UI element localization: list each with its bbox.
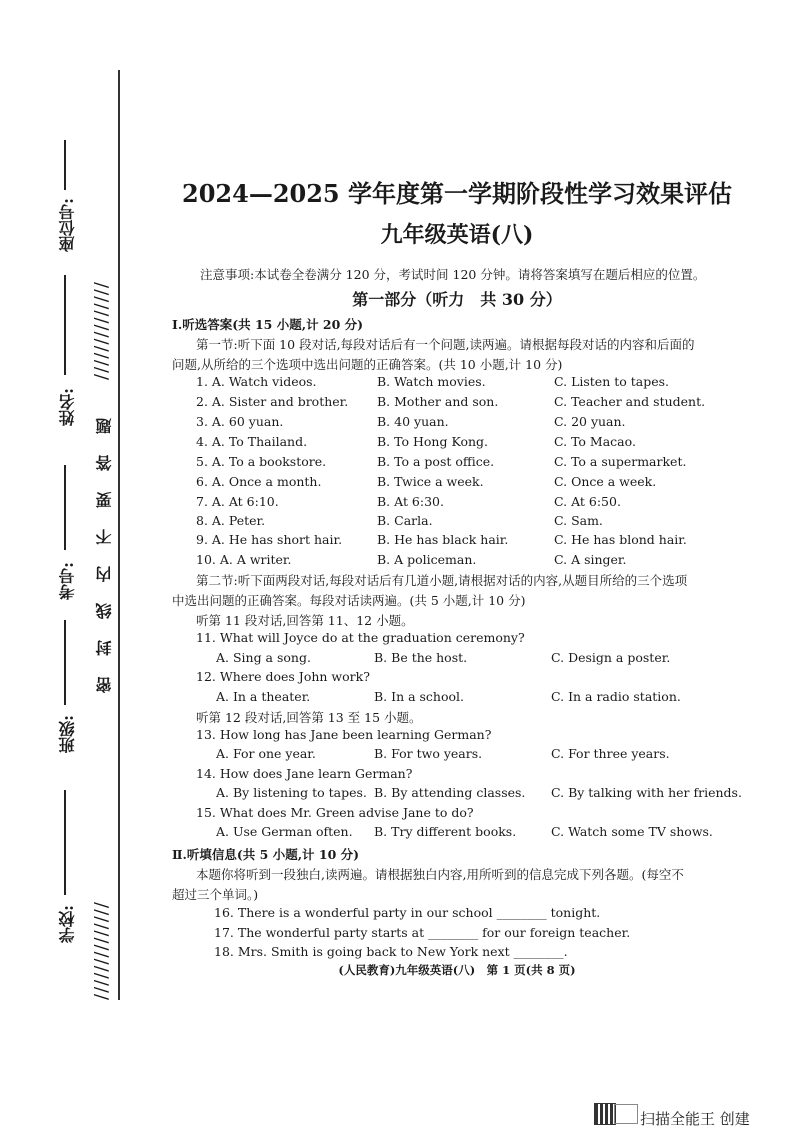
- option-b: B. 40 yuan.: [377, 414, 449, 429]
- option-c: C. At 6:50.: [554, 494, 621, 509]
- option-c: C. Teacher and student.: [554, 394, 706, 409]
- page-footer: (人民教育)九年级英语(八) 第 1 页(共 8 页): [338, 963, 576, 977]
- exam-title: 2024—2025 学年度第一学期阶段性学习效果评估: [182, 179, 732, 208]
- q13-option-b: B. For two years.: [374, 746, 483, 761]
- option-a: 10. A. A writer.: [196, 552, 292, 567]
- option-c: C. A singer.: [554, 552, 627, 567]
- option-c: C. Sam.: [554, 513, 603, 528]
- class-label: 班级:: [58, 715, 77, 753]
- q15-option-a: A. Use German often.: [216, 824, 353, 839]
- school-line: [64, 790, 66, 895]
- notice: 注意事项:本试卷全卷满分 120 分，考试时间 120 分钟。请将答案填写在题后相应的位置。: [200, 267, 706, 282]
- option-b: B. He has black hair.: [377, 532, 509, 547]
- exam-no-label: 考号:: [58, 562, 77, 600]
- dialog-12-note: 听第 12 段对话,回答第 13 至 15 小题。: [196, 710, 422, 725]
- qr-code-icon: [594, 1103, 616, 1125]
- q15-stem: 15. What does Mr. Green advise Jane to do?: [196, 805, 474, 820]
- class-line: [64, 620, 66, 705]
- scanner-logo-icon: [614, 1104, 638, 1124]
- option-a: 3. A. 60 yuan.: [196, 414, 284, 429]
- seal-char-7: 封: [95, 640, 114, 656]
- option-c: C. Listen to tapes.: [554, 374, 670, 389]
- seal-char-8: 密: [95, 677, 114, 693]
- option-b: B. A policeman.: [377, 552, 477, 567]
- q11-option-b: B. Be the host.: [374, 650, 468, 665]
- option-c: C. He has blond hair.: [554, 532, 687, 547]
- seal-char-5: 内: [95, 566, 114, 582]
- option-a: 2. A. Sister and brother.: [196, 394, 349, 409]
- exam-subtitle: 九年级英语(八): [380, 222, 534, 248]
- dialog-11-note: 听第 11 段对话,回答第 11、12 小题。: [196, 613, 414, 628]
- name-label: 姓名:: [58, 388, 77, 426]
- option-a: 1. A. Watch videos.: [196, 374, 317, 389]
- seal-slashes-bottom: //////////////: [91, 901, 112, 1000]
- option-a: 5. A. To a bookstore.: [196, 454, 327, 469]
- q14-stem: 14. How does Jane learn German?: [196, 766, 413, 781]
- part2-intro-2: 中选出问题的正确答案。每段对话读两遍。(共 5 小题,计 10 分): [172, 593, 526, 608]
- q12-option-c: C. In a radio station.: [551, 689, 681, 704]
- option-a: 9. A. He has short hair.: [196, 532, 343, 547]
- option-a: 4. A. To Thailand.: [196, 434, 308, 449]
- part2-intro-1: 第二节:听下面两段对话,每段对话后有几道小题,请根据对话的内容,从题目所给的三个选项: [196, 573, 688, 588]
- option-b: B. To Hong Kong.: [377, 434, 489, 449]
- option-c: C. To a supermarket.: [554, 454, 687, 469]
- part-heading: 第一部分（听力 共 30 分）: [352, 290, 562, 309]
- seal-char-1: 题: [95, 418, 114, 434]
- option-a: 7. A. At 6:10.: [196, 494, 279, 509]
- q16: 16. There is a wonderful party in our school ________ tonight.: [214, 905, 601, 920]
- section2-intro-2: 超过三个单词。): [172, 887, 259, 902]
- option-b: B. Twice a week.: [377, 474, 484, 489]
- q14-option-c: C. By talking with her friends.: [551, 785, 742, 800]
- option-b: B. Carla.: [377, 513, 433, 528]
- option-a: 8. A. Peter.: [196, 513, 266, 528]
- q12-option-b: B. In a school.: [374, 689, 465, 704]
- option-b: B. To a post office.: [377, 454, 495, 469]
- binding-border: [118, 70, 120, 1000]
- seat-label: 座位号:: [58, 198, 77, 252]
- q15-option-b: B. Try different books.: [374, 824, 517, 839]
- q12-stem: 12. Where does John work?: [196, 669, 370, 684]
- section2-intro-1: 本题你将听到一段独白,读两遍。请根据独白内容,用所听到的信息完成下列各题。(每空不: [196, 867, 684, 882]
- section1-heading: Ⅰ.听选答案(共 15 小题,计 20 分): [172, 317, 364, 332]
- option-c: C. To Macao.: [554, 434, 636, 449]
- part1-intro-1: 第一节:听下面 10 段对话,每段对话后有一个问题,读两遍。请根据每段对话的内容和后面的: [196, 337, 695, 352]
- option-b: B. Mother and son.: [377, 394, 499, 409]
- q14-option-b: B. By attending classes.: [374, 785, 526, 800]
- q14-option-a: A. By listening to tapes.: [216, 785, 367, 800]
- option-a: 6. A. Once a month.: [196, 474, 322, 489]
- seal-slashes-top: //////////////: [91, 281, 112, 380]
- option-c: C. 20 yuan.: [554, 414, 626, 429]
- seal-char-4: 不: [95, 529, 114, 545]
- part1-intro-2: 问题,从所给的三个选项中选出问题的正确答案。(共 10 小题,计 10 分): [172, 357, 563, 372]
- q15-option-c: C. Watch some TV shows.: [551, 824, 713, 839]
- watermark-text: 扫描全能王 创建: [640, 1110, 750, 1128]
- q13-stem: 13. How long has Jane been learning German?: [196, 727, 492, 742]
- option-c: C. Once a week.: [554, 474, 657, 489]
- seal-char-3: 要: [95, 492, 114, 508]
- q13-option-c: C. For three years.: [551, 746, 670, 761]
- q18: 18. Mrs. Smith is going back to New York next ________.: [214, 944, 568, 959]
- seal-char-6: 线: [95, 603, 114, 619]
- q12-option-a: A. In a theater.: [216, 689, 311, 704]
- school-label: 学校:: [58, 905, 77, 943]
- q17: 17. The wonderful party starts at ________ for our foreign teacher.: [214, 925, 631, 940]
- q11-stem: 11. What will Joyce do at the graduation ceremony?: [196, 630, 525, 645]
- option-b: B. Watch movies.: [377, 374, 486, 389]
- q11-option-a: A. Sing a song.: [216, 650, 311, 665]
- q13-option-a: A. For one year.: [216, 746, 316, 761]
- exam-no-line: [64, 465, 66, 550]
- option-b: B. At 6:30.: [377, 494, 444, 509]
- q11-option-c: C. Design a poster.: [551, 650, 671, 665]
- seal-char-2: 答: [95, 455, 114, 471]
- section2-heading: Ⅱ.听填信息(共 5 小题,计 10 分): [172, 847, 360, 862]
